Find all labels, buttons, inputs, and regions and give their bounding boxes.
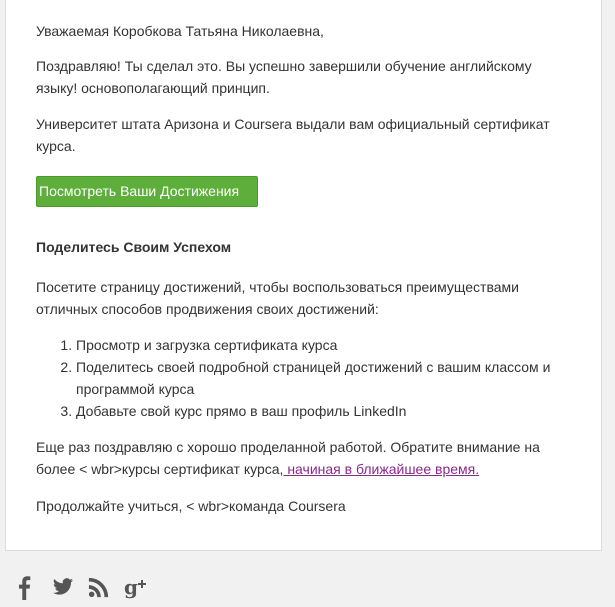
rss-icon[interactable] xyxy=(88,574,110,600)
email-card xyxy=(5,0,602,551)
upcoming-courses-link[interactable]: начиная в ближайшее время. xyxy=(283,461,480,477)
list-item: 1. Просмотр и загрузка сертификата курса xyxy=(76,334,596,356)
congrats-paragraph: Поздравляю! Ты сделал это. Вы успешно завершили обучение английскому языку! основополагающий принцип. xyxy=(36,58,532,96)
signoff: Продолжайте учиться, < wbr>команда Coursera xyxy=(36,498,346,514)
facebook-icon[interactable] xyxy=(17,574,31,600)
benefits-list xyxy=(36,334,596,422)
upcoming-courses-text: Еще раз поздравляю с хорошо проделанной работой. Обратите внимание на более < wbr>курсы сертификат курса, xyxy=(36,439,540,477)
list-item: 3. Добавьте свой курс прямо в ваш профиль LinkedIn xyxy=(76,400,596,422)
achievements-paragraph: Посетите страницу достижений, чтобы воспользоваться преимуществами отличных способов продвижения своих достижений: xyxy=(36,279,519,317)
google-plus-icon[interactable] xyxy=(124,574,150,600)
share-heading: Поделитесь Своим Успехом xyxy=(36,239,232,255)
list-item: 2. Поделитесь своей подробной страницей достижений с вашим классом и программой курса xyxy=(76,356,596,400)
greeting: Уважаемая Коробкова Татьяна Николаевна, xyxy=(36,23,324,39)
upcoming-courses-paragraph xyxy=(36,436,566,480)
view-achievements-button[interactable]: Посмотреть Ваши Достижения xyxy=(36,176,258,207)
social-icons xyxy=(12,574,212,602)
twitter-icon[interactable] xyxy=(52,574,74,600)
svg-text:g: g xyxy=(124,575,138,599)
certificate-paragraph: Университет штата Аризона и Coursera выдали вам официальный сертификат курса. xyxy=(36,116,550,154)
